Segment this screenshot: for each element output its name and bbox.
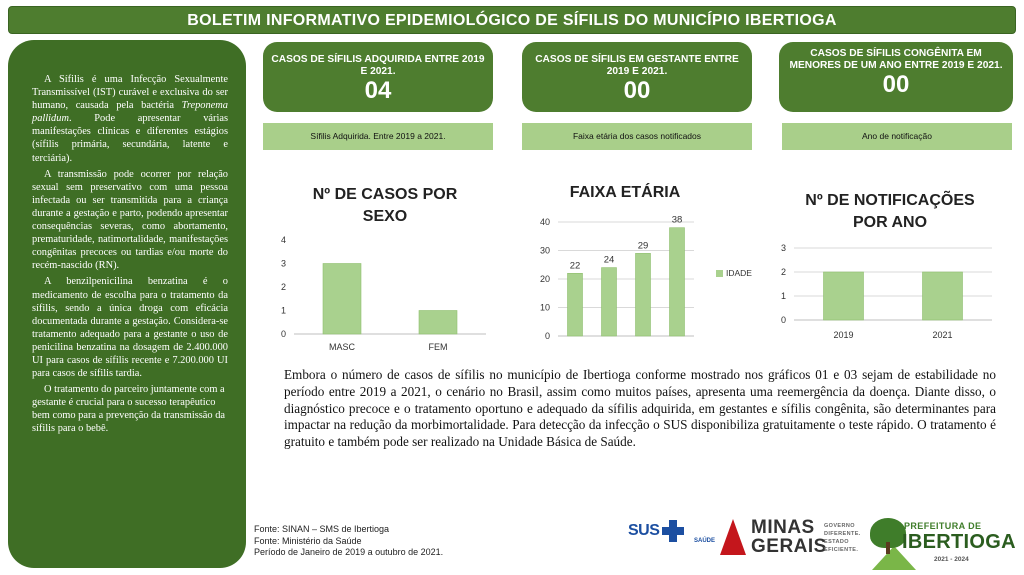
stat-box-acquired — [263, 42, 493, 112]
stat-value: 00 — [623, 77, 651, 104]
bar — [602, 268, 617, 336]
sidebar-paragraph-4: O tratamento do parceiro juntamente com a gestante é crucial para o sucesso terapêutico bem como para a prevenção da transmissão da sífilis para o bebê. — [32, 384, 226, 435]
saude-text: SAÚDE — [694, 538, 716, 544]
y-tick-label: 40 — [539, 217, 550, 227]
bar — [419, 311, 457, 335]
sidebar-paragraph-2: A transmissão pode ocorrer por relação sexual sem preservativo com uma pessoa infectada ou ser transmitida para a criança durante a gestação e parto, podendo apresentar consequências severas, como abortamento, prematuridade, natimortalidade, manifestações congênitas precoces ou tardias e/ou morte do recém-nascido (RN). — [32, 168, 228, 272]
chart-1-title: Nº DE CASOS POR SEXO — [312, 186, 458, 225]
sources — [254, 524, 443, 559]
category-label: 2019 — [833, 330, 854, 340]
stat-label: CASOS DE SÍFILIS EM GESTANTE ENTRE 2019 E 2021. — [535, 54, 739, 77]
source-line-1: Fonte: SINAN – SMS de Ibertioga — [254, 524, 390, 534]
y-tick-label: 0 — [544, 331, 550, 341]
y-tick-label: 20 — [539, 274, 550, 284]
government-slogan — [824, 522, 861, 554]
minas-gerais-logo — [720, 518, 827, 556]
chart-3-label-bar: Ano de notificação — [782, 123, 1012, 150]
sus-logo — [628, 520, 684, 542]
y-tick-label: 30 — [539, 245, 550, 256]
stat-box-pregnant — [522, 42, 752, 112]
chart-1-label-bar: Sífilis Adquirida. Entre 2019 a 2021. — [263, 123, 493, 150]
prefeitura-label: PREFEITURA DE — [904, 521, 982, 531]
mg-line-2: GERAIS — [751, 536, 827, 557]
sidebar-paragraph-1: A Sífilis é uma Infecção Sexualmente Transmissível (IST) curável e exclusiva do ser humano, causada pela bactéria Treponema pallidum. Pode apresentar várias manifestações clínicas e diferentes estágios (sífilis primária, secundária, latente e terciária). — [32, 74, 228, 164]
source-line-2: Fonte: Ministério da Saúde — [254, 535, 362, 546]
y-tick-label: 0 — [780, 315, 786, 325]
stat-box-congenital — [779, 42, 1013, 112]
bar — [923, 272, 963, 320]
y-tick-label: 2 — [280, 282, 286, 292]
y-tick-label: 1 — [780, 291, 786, 301]
data-label: 24 — [603, 254, 615, 266]
y-tick-label: 10 — [539, 302, 550, 313]
chart-2-title: FAIXA ETÁRIA — [569, 184, 681, 201]
y-tick-label: 1 — [280, 305, 286, 316]
info-sidebar — [8, 40, 246, 568]
legend-swatch — [716, 270, 723, 277]
triangle-icon — [720, 519, 746, 555]
tree-icon — [870, 518, 906, 548]
page-title: BOLETIM INFORMATIVO EPIDEMIOLÓGICO DE SÍFILIS DO MUNICÍPIO IBERTIOGA — [8, 6, 1016, 34]
minas-gerais-text — [751, 518, 827, 556]
slogan-line: DIFERENTE. — [824, 531, 861, 537]
bar — [323, 264, 361, 335]
y-tick-label: 2 — [780, 267, 786, 277]
chart-sex — [260, 232, 500, 358]
slogan-line: GOVERNO — [824, 523, 855, 529]
category-label: FEM — [428, 342, 448, 352]
bar — [636, 253, 651, 336]
data-label: 22 — [569, 260, 581, 272]
legend-label: IDADE — [726, 268, 752, 278]
prefeitura-years: 2021 - 2024 — [934, 556, 969, 563]
source-line-3: Período de Janeiro de 2019 a outubro de 2021. — [254, 547, 444, 557]
chart-age — [528, 206, 698, 342]
stat-value: 04 — [364, 77, 392, 104]
slogan-line: ESTADO — [824, 539, 849, 545]
mg-line-1: MINAS — [751, 517, 815, 538]
chart-year — [760, 240, 1000, 344]
prefeitura-logo — [870, 516, 1016, 572]
chart-2-legend — [716, 268, 752, 278]
sidebar-paragraph-3: A benzilpenicilina benzatina é o medicamento de escolha para o tratamento da sífilis, sendo a única droga com eficácia documentada durante a gestação. Considera-se tratamento adequado para a gestante o uso de penicilina benzatina na dosagem de 2.400.000 UI para casos de sífilis recente e 7.200.000 UI para casos de sífilis tardia. — [32, 276, 228, 380]
chart-2-label-bar: Faixa etária dos casos notificados — [522, 123, 752, 150]
sus-text: SUS — [628, 522, 660, 539]
chart-3-title: Nº DE NOTIFICAÇÕES POR ANO — [805, 192, 975, 231]
bar — [568, 273, 583, 336]
category-label: MASC — [328, 342, 356, 352]
slogan-line: EFICIENTE. — [824, 547, 859, 553]
prefeitura-name: IBERTIOGA — [902, 531, 1016, 553]
data-label: 38 — [671, 214, 683, 226]
stat-label: CASOS DE SÍFILIS ADQUIRIDA ENTRE 2019 E 2021. — [271, 54, 485, 77]
cross-icon — [662, 520, 684, 542]
y-tick-label: 4 — [280, 235, 286, 245]
y-tick-label: 3 — [780, 243, 786, 253]
y-tick-label: 0 — [280, 329, 286, 339]
bar — [670, 228, 685, 336]
bar — [824, 272, 864, 320]
main-paragraph: Embora o número de casos de sífilis no município de Ibertioga conforme mostrado nos gráficos 01 e 03 sejam de estabilidade no período entre 2019 a 2021, o cenário no Brasil, assim como muitos países, apresenta uma reemergência da doença. Diante disso, o diagnóstico precoce e o tratamento oportuno e adequado da sífilis adquirida, em gestantes e sífilis congênita, são determinantes para impactar na redução da morbimortalidade. Para detecção da infecção o SUS disponibiliza gratuitamente o teste rápido. O tratamento é gratuito e também pode ser realizado na Unidade Básica de Saúde. — [284, 367, 996, 450]
y-tick-label: 3 — [280, 258, 286, 269]
category-label: 2021 — [932, 330, 953, 340]
stat-value: 00 — [882, 71, 910, 98]
stat-label: CASOS DE SÍFILIS CONGÊNITA EM MENORES DE UM ANO ENTRE 2019 E 2021. — [789, 48, 1003, 71]
data-label: 29 — [637, 240, 649, 252]
